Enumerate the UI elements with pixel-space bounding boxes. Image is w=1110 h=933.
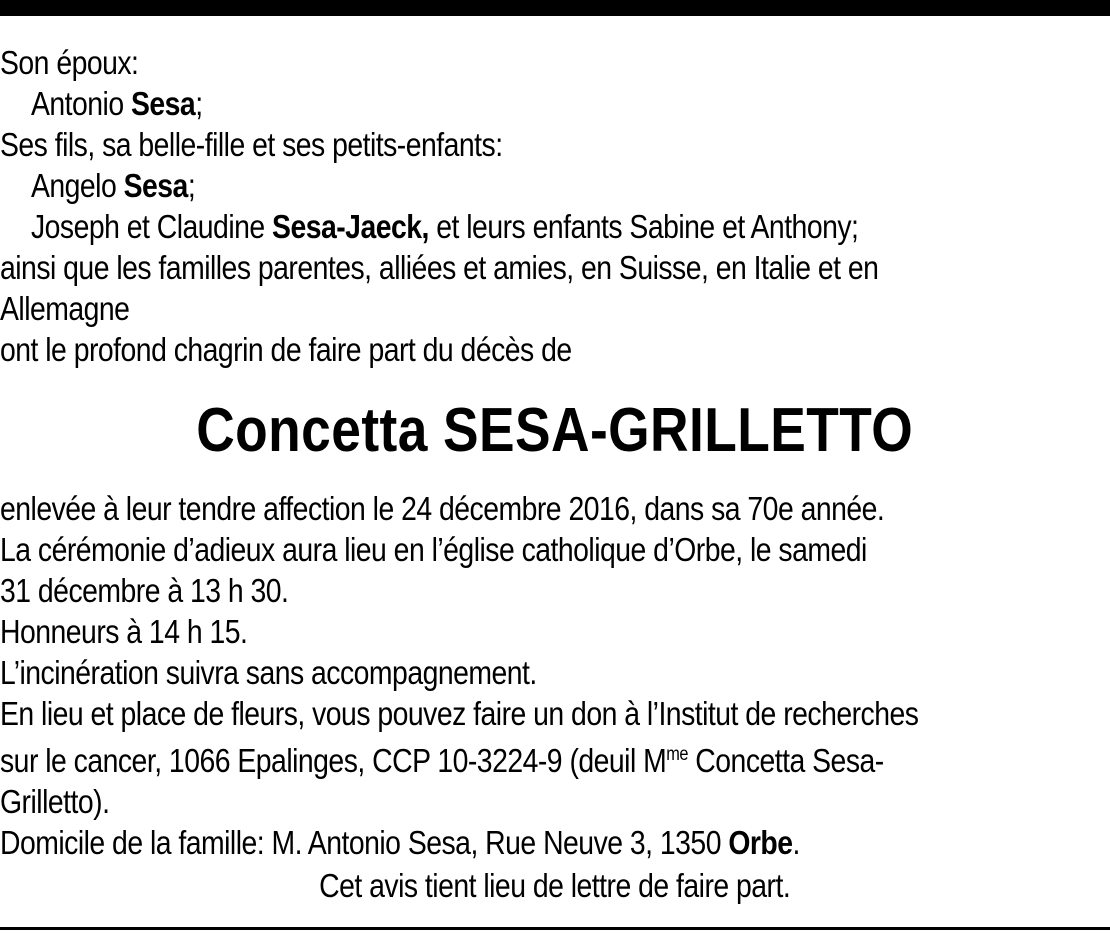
child1-last-name: Sesa xyxy=(123,167,188,204)
spouse-last-name: Sesa xyxy=(130,85,196,122)
donation-line-3: Grilletto). xyxy=(0,783,110,820)
donation-line-1: En lieu et place de fleurs, vous pouvez faire un don à l’Institut de recherches xyxy=(0,695,919,732)
child1-line-end: ; xyxy=(187,167,196,204)
child1-line xyxy=(0,165,1109,206)
children-label: Ses fils, sa belle-fille et ses petits-enfants: xyxy=(0,126,503,163)
spouse-line-end: ; xyxy=(195,85,203,122)
announce-line: ont le profond chagrin de faire part du décès de xyxy=(0,331,572,368)
closing-line: Cet avis tient lieu de lettre de faire part. xyxy=(319,867,791,904)
donation-line-2 xyxy=(0,734,1109,781)
child2-first-names: Joseph et Claudine xyxy=(30,208,273,245)
obituary-notice xyxy=(0,42,1109,906)
families-line-2: Allemagne xyxy=(0,290,130,327)
top-border-rule xyxy=(0,0,1110,16)
families-line-1: ainsi que les familles parentes, alliées et amies, en Suisse, en Italie et en xyxy=(0,249,879,286)
domicile-line-end: . xyxy=(792,824,800,861)
deceased-name-heading: Concetta SESA-GRILLETTO xyxy=(196,396,914,465)
spouse-first-name: Antonio xyxy=(30,85,131,122)
bottom-border-rule xyxy=(0,927,1110,930)
ceremony-line-2: 31 décembre à 13 h 30. xyxy=(0,572,289,609)
child2-line-end: et leurs enfants Sabine et Anthony; xyxy=(428,208,859,245)
ceremony-line-1: La cérémonie d’adieux aura lieu en l’église catholique d’Orbe, le samedi xyxy=(0,531,867,568)
donation-line-2-name: Concetta Sesa- xyxy=(687,742,884,779)
domicile-town: Orbe xyxy=(728,824,793,861)
spouse-name-line xyxy=(0,83,1109,124)
child1-first-name: Angelo xyxy=(30,167,124,204)
passing-line: enlevée à leur tendre affection le 24 décembre 2016, dans sa 70e année. xyxy=(0,490,885,527)
spouse-label: Son époux: xyxy=(0,44,139,81)
honours-line: Honneurs à 14 h 15. xyxy=(0,613,248,650)
child2-last-name: Sesa-Jaeck, xyxy=(272,208,429,245)
child2-line xyxy=(0,206,1109,247)
domicile-address: Domicile de la famille: M. Antonio Sesa, Rue Neuve 3, 1350 xyxy=(0,824,729,861)
donation-line-2-text: sur le cancer, 1066 Epalinges, CCP 10-3224-9 (deuil M xyxy=(0,742,667,779)
title-superscript: me xyxy=(666,744,688,765)
domicile-line xyxy=(0,822,1109,863)
cremation-line: L’incinération suivra sans accompagnement. xyxy=(0,654,537,691)
